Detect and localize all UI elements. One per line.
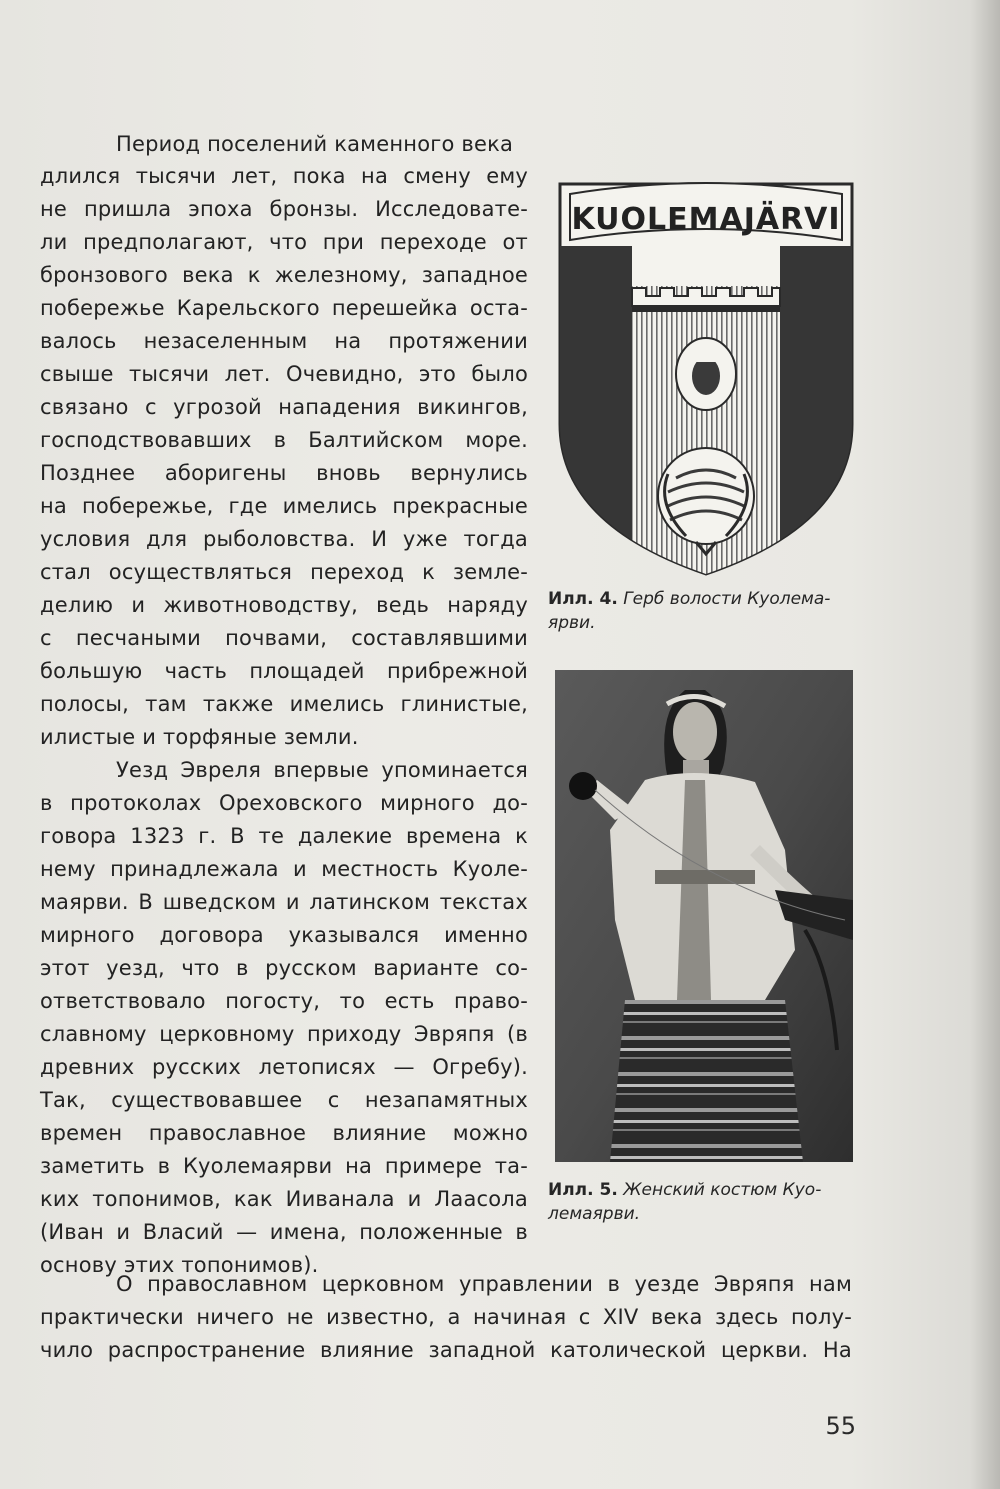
text-line: говора 1323 г. В те далекие времена к: [40, 824, 528, 848]
figure4-caption-line2: ярви.: [548, 613, 596, 633]
text-line: длился тысячи лет, пока на смену ему: [40, 164, 528, 188]
banner-text: KUOLEMAJÄRVI: [571, 202, 841, 237]
text-line: стал осуществляться переход к земле-: [40, 560, 528, 584]
text-line: на побережье, где имелись прекрасные: [40, 494, 528, 518]
text-line: основу этих топонимов).: [40, 1253, 319, 1277]
text-line: ких топонимов, как Ииванала и Лаасола: [40, 1187, 528, 1211]
coat-of-arms-image: [556, 174, 856, 579]
text-line: большую часть площадей прибрежной: [40, 659, 528, 683]
text-line: этот уезд, что в русском варианте со-: [40, 956, 528, 980]
text-line: с песчаными почвами, составлявшими: [40, 626, 528, 650]
text-line: в протоколах Ореховского мирного до-: [40, 791, 528, 815]
text-line: Так, существовавшее с незапамятных: [40, 1088, 528, 1112]
text-line: Период поселений каменного века: [116, 132, 514, 156]
text-line: ответствовало погосту, то есть право-: [40, 989, 528, 1013]
figure5-caption-line1: [548, 1178, 821, 1202]
text-line: господствовавших в Балтийском море.: [40, 428, 528, 452]
costume-photo-image: [555, 670, 853, 1162]
text-line: свыше тысячи лет. Очевидно, это было: [40, 362, 528, 386]
figure4-caption-line1: [548, 587, 830, 611]
figure4-caption-text: Герб волости Куолема-: [623, 589, 831, 609]
text-line: бронзового века к железному, западное: [40, 263, 528, 287]
figure4-label: Илл. 4.: [548, 589, 618, 609]
text-line: практически ничего не известно, а начиная с XIV века здесь полу-: [40, 1305, 852, 1329]
text-line: Уезд Эвреля впервые упоминается: [116, 758, 528, 782]
text-line: побережье Карельского перешейка оста-: [40, 296, 528, 320]
coat-of-arms-figure: [556, 174, 856, 579]
text-line: славному церковному приходу Эвряпя (в: [40, 1022, 528, 1046]
text-line: чило распространение влияние западной католической церкви. На: [40, 1338, 852, 1362]
text-line: мирного договора указывался именно: [40, 923, 528, 947]
text-line: условия для рыболовства. И уже тогда: [40, 527, 528, 551]
text-line: илистые и торфяные земли.: [40, 725, 359, 749]
text-line: ли предполагают, что при переходе от: [40, 230, 528, 254]
page-number: 55: [825, 1412, 856, 1440]
text-line: О православном церковном управлении в уезде Эвряпя нам: [116, 1272, 852, 1296]
figure5-caption-line2: лемаярви.: [548, 1204, 641, 1224]
text-line: делию и животноводству, ведь наряду: [40, 593, 528, 617]
text-line: полосы, там также имелись глинистые,: [40, 692, 528, 716]
text-line: (Иван и Власий — имена, положенные в: [40, 1220, 528, 1244]
text-line: не пришла эпоха бронзы. Исследовате-: [40, 197, 528, 221]
text-line: связано с угрозой нападения викингов,: [40, 395, 528, 419]
text-line: заметить в Куолемаярви на примере та-: [40, 1154, 528, 1178]
text-line: времен православное влияние можно: [40, 1121, 528, 1145]
text-line: Позднее аборигены вновь вернулись: [40, 461, 528, 485]
text-line: древних русских летописях — Огребу).: [40, 1055, 528, 1079]
costume-photo: [555, 670, 853, 1162]
figure5-caption-text: Женский костюм Куо-: [623, 1180, 822, 1200]
text-line: маярви. В шведском и латинском текстах: [40, 890, 528, 914]
figure5-label: Илл. 5.: [548, 1180, 618, 1200]
text-line: нему принадлежала и местность Куоле-: [40, 857, 528, 881]
text-line: валось незаселенным на протяжении: [40, 329, 528, 353]
